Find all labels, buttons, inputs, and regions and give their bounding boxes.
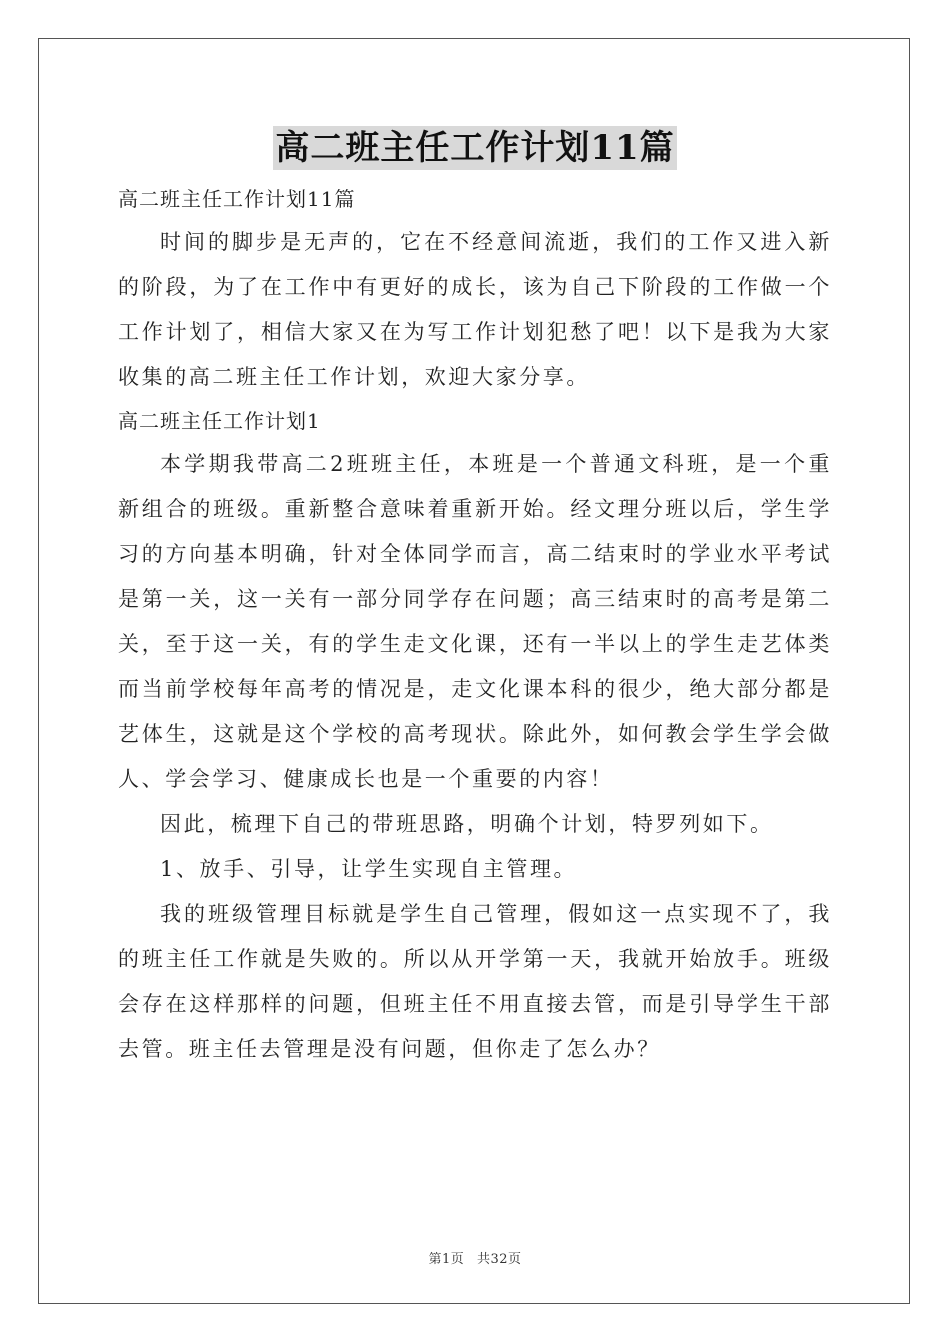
document-body [118,178,832,1072]
list-item-heading: 1、放手、引导，让学生实现自主管理。 [160,857,578,881]
subtitle-paragraph: 高二班主任工作计划11篇 [118,187,356,211]
page-total: 共32页 [476,1252,522,1267]
body-paragraph: 本学期我带高二2班班主任，本班是一个普通文科班，是一个重新组合的班级。重新整合意味着重新开始。经文理分班以后，学生学习的方向基本明确，针对全体同学而言，高二结束时的学业水平考试是第一关，这一关有一部分同学存在问题；高三结束时的高考是第二关，至于这一关，有的学生走文化课，还有一半以上的学生走艺体类而当前学校每年高考的情况是，走文化课本科的很少，绝大部分都是艺体生，这就是这个学校的高考现状。除此外，如何教会学生学会做人、学会学习、健康成长也是一个重要的内容！ [118,452,832,791]
intro-paragraph: 时间的脚步是无声的，它在不经意间流逝，我们的工作又进入新的阶段，为了在工作中有更好的成长，该为自己下阶段的工作做一个工作计划了，相信大家又在为写工作计划犯愁了吧！以下是我为大家收集的高二班主任工作计划，欢迎大家分享。 [118,230,832,389]
document-title: 高二班主任工作计划11篇 [275,128,675,168]
section-heading: 高二班主任工作计划1 [118,409,321,433]
title-container [0,126,950,170]
body-paragraph: 我的班级管理目标就是学生自己管理，假如这一点实现不了，我的班主任工作就是失败的。所以从开学第一天，我就开始放手。班级会存在这样那样的问题，但班主任不用直接去管，而是引导学生干部去管。班主任去管理是没有问题，但你走了怎么办？ [118,902,832,1061]
page-number: 第1页 [428,1252,465,1267]
page-footer [0,1248,950,1267]
body-paragraph: 因此，梳理下自己的带班思路，明确个计划，特罗列如下。 [160,812,774,836]
